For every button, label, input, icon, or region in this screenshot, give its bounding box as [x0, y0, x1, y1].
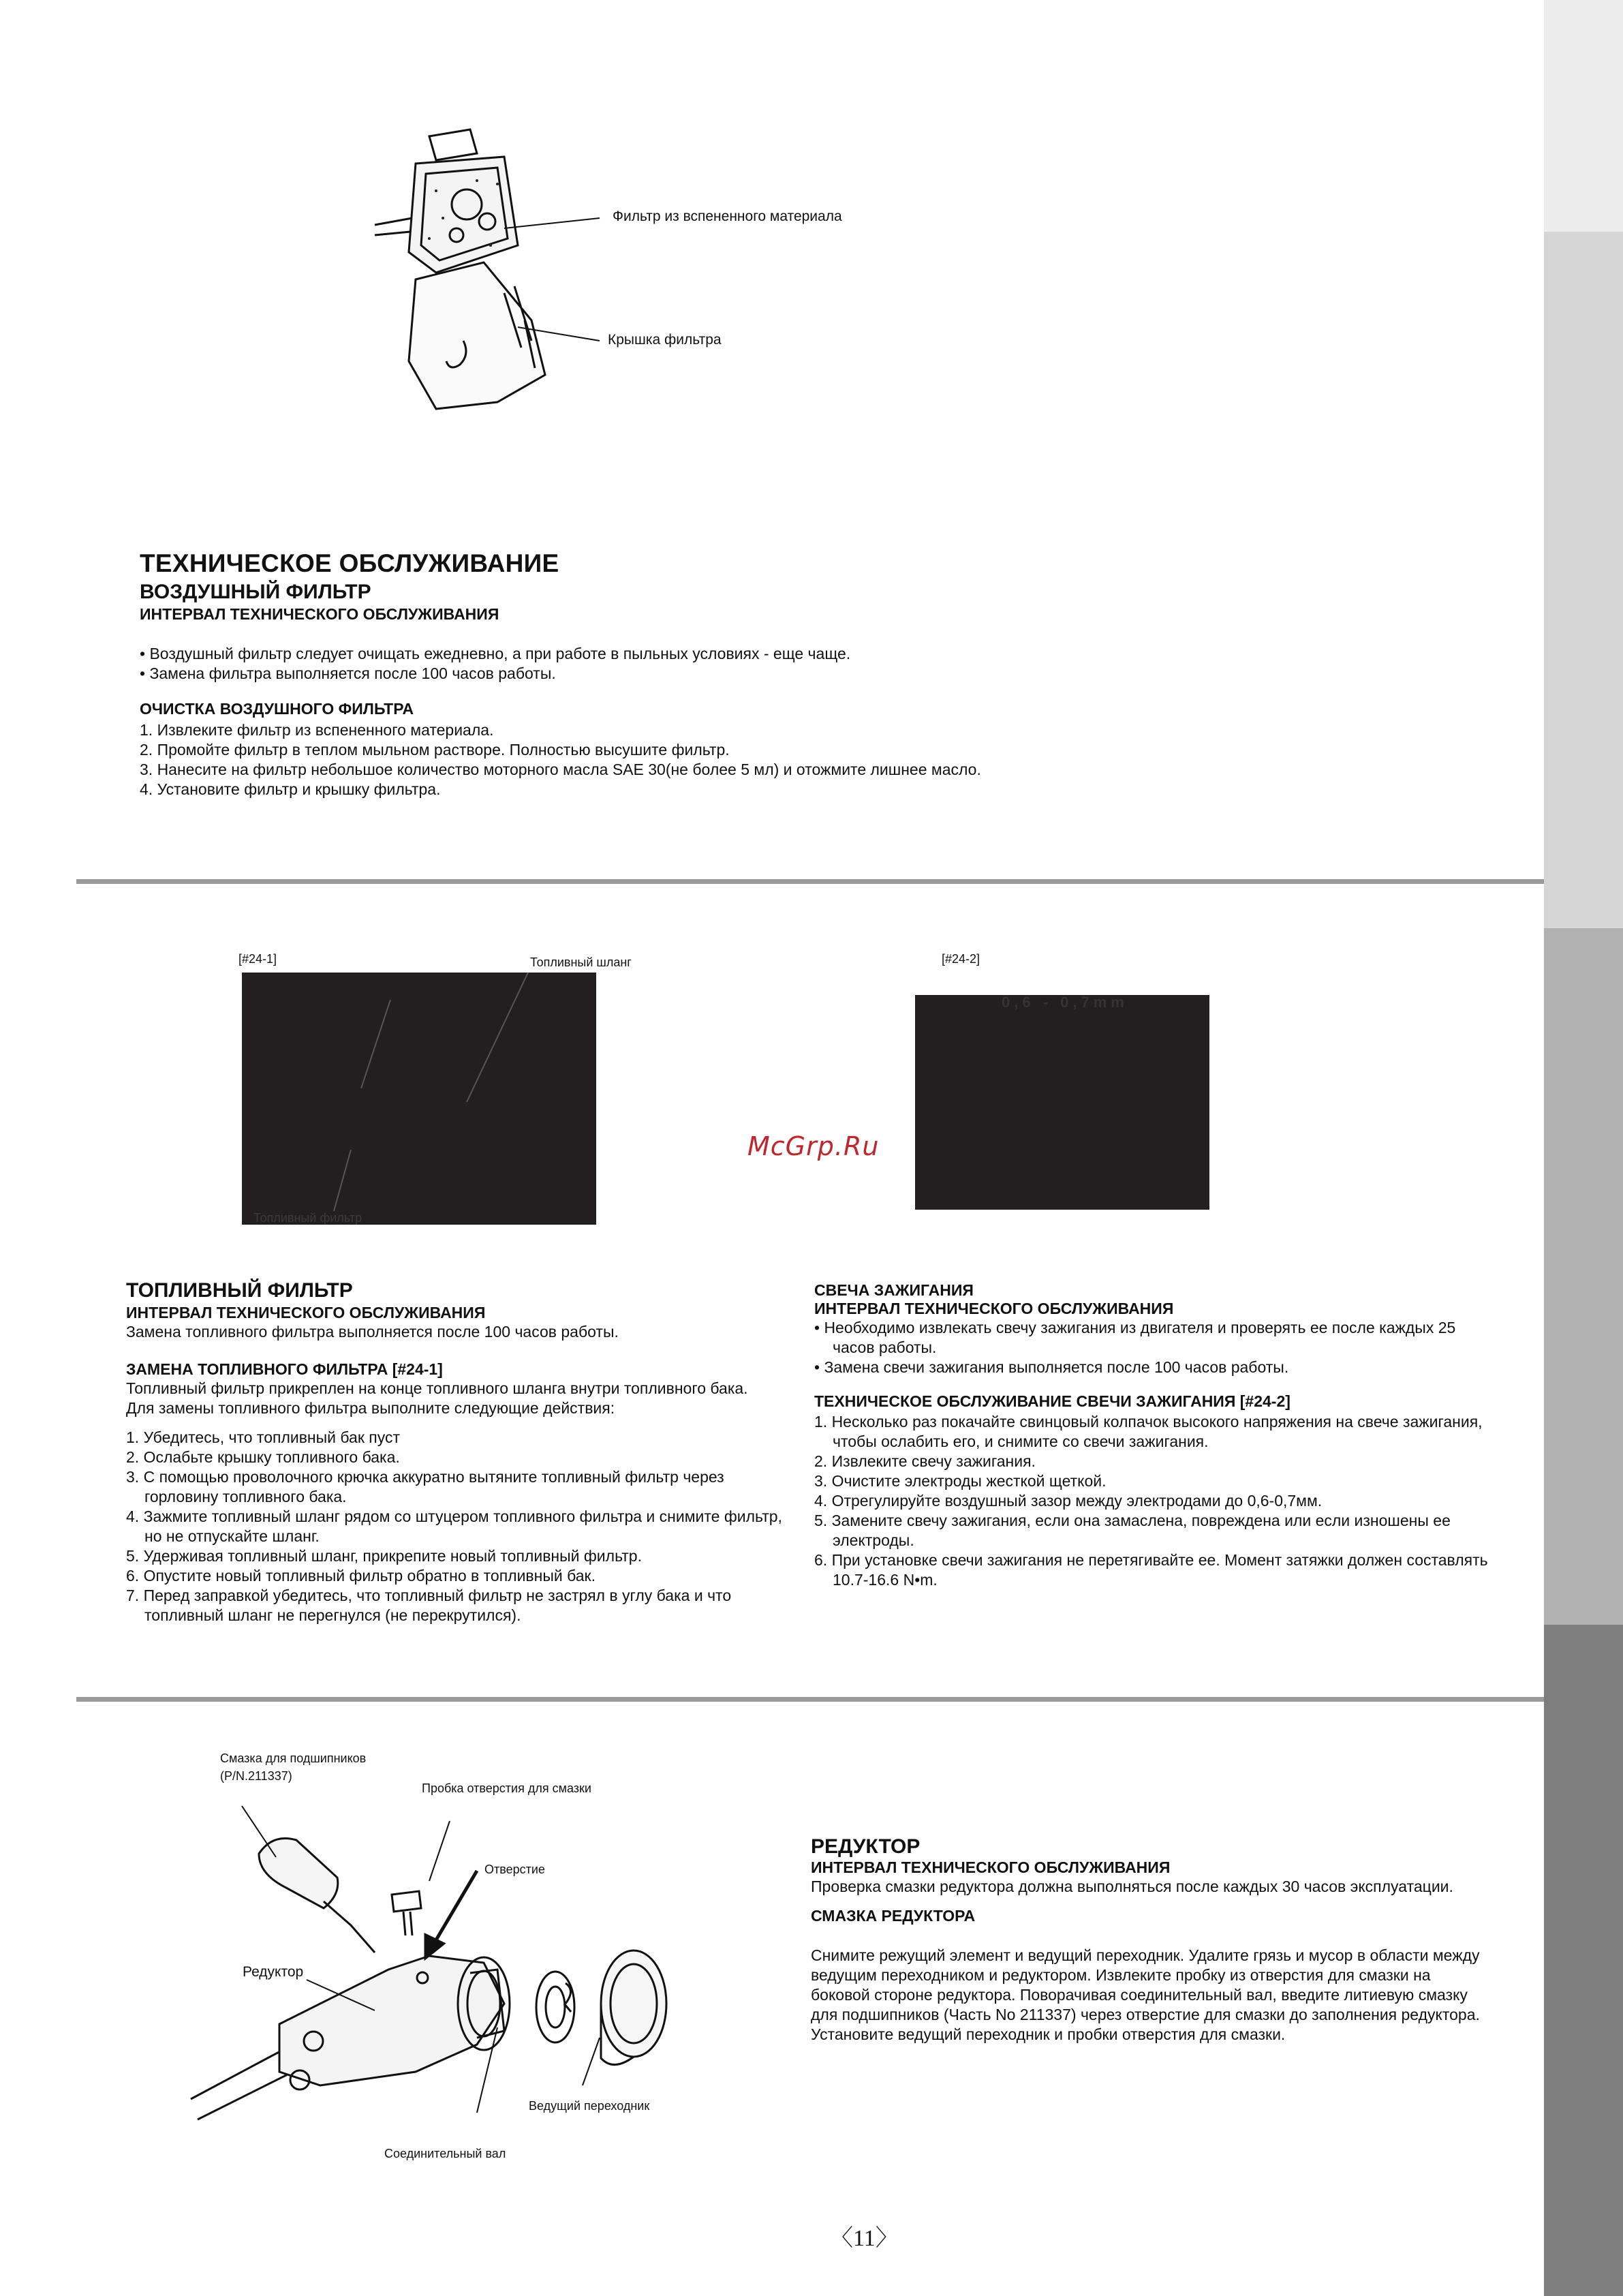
- cleaning-heading: ОЧИСТКА ВОЗДУШНОГО ФИЛЬТРА: [140, 700, 414, 718]
- list-item: • Замена фильтра выполняется после 100 часов работы.: [140, 664, 556, 682]
- list-item: 3. С помощью проволочного крючка аккуратно вытяните топливный фильтр через горловину топливного бака.: [126, 1468, 724, 1505]
- replace-heading: ЗАМЕНА ТОПЛИВНОГО ФИЛЬТРА [#24-1]: [126, 1360, 443, 1378]
- label-drive-adapter: Ведущий переходник: [529, 2099, 650, 2113]
- list-item: 3. Нанесите на фильтр небольшое количество моторного масла SAE 30(не более 5 мл) и отожмите лишнее масло.: [140, 761, 981, 778]
- interval-text: Проверка смазки редуктора должна выполняться после каждых 30 часов эксплуатации.: [811, 1878, 1453, 1895]
- label-fuel-hose: Топливный шланг: [530, 955, 632, 969]
- list-item: 1. Извлеките фильтр из вспененного материала.: [140, 721, 494, 739]
- gearbox-title: РЕДУКТОР: [811, 1835, 921, 1858]
- interval-heading: ИНТЕРВАЛ ТЕХНИЧЕСКОГО ОБСЛУЖИВАНИЯ: [140, 605, 499, 623]
- side-tab-4: [1544, 1625, 1623, 2296]
- label-grease-line-2: (P/N.211337): [220, 1769, 292, 1783]
- label-grease: [220, 1749, 366, 1785]
- list-item: 5. Удерживая топливный шланг, прикрепите новый топливный фильтр.: [126, 1547, 642, 1565]
- spark-plug-title: СВЕЧА ЗАЖИГАНИЯ: [814, 1281, 974, 1299]
- label-gearbox: Редуктор: [243, 1964, 304, 1980]
- list-item: 5. Замените свечу зажигания, если она замаслена, повреждена или если изношены ее электроды.: [814, 1512, 1451, 1549]
- fuel-filter-title: ТОПЛИВНЫЙ ФИЛЬТР: [126, 1279, 353, 1302]
- service-heading: ТЕХНИЧЕСКОЕ ОБСЛУЖИВАНИЕ СВЕЧИ ЗАЖИГАНИЯ [#24-2]: [814, 1392, 1290, 1410]
- label-fuel-filter: Топливный фильтр: [253, 1211, 362, 1225]
- list-item: 7. Перед заправкой убедитесь, что топливный фильтр не застрял в углу бака и что топливный шланг не перегнулся (не перекрутился).: [126, 1587, 732, 1624]
- label-foam-filter: Фильтр из вспененного материала: [613, 209, 842, 224]
- lube-text: Снимите режущий элемент и ведущий переходник. Удалите грязь и мусор в области между ведущим переходником и редуктором. Извлеките пробку из отверстия для смазки на боковой стороне редуктора. Поворачивая соединительный вал, введите литиевую смазку для подшипников (Часть No 211337) через отверстие для смазки до заполнения редуктора. Установите ведущий переходник и пробки отверстия для смазки.: [811, 1946, 1480, 2043]
- air-filter-section: [140, 549, 1298, 799]
- label-grease-line-1: Смазка для подшипников: [220, 1751, 367, 1765]
- interval-heading: ИНТЕРВАЛ ТЕХНИЧЕСКОГО ОБСЛУЖИВАНИЯ: [814, 1300, 1174, 1317]
- label-filter-cover: Крышка фильтра: [608, 332, 722, 348]
- list-item: 1. Убедитесь, что топливный бак пуст: [126, 1428, 401, 1446]
- list-item: 1. Несколько раз покачайте свинцовый колпачок высокого напряжения на свече зажигания, чтобы ослабить его, и снимите со свечи зажигания.: [814, 1413, 1483, 1450]
- gearbox-section: [811, 1835, 1492, 2045]
- list-item: 4. Установите фильтр и крышку фильтра.: [140, 780, 441, 798]
- list-item: • Необходимо извлекать свечу зажигания из двигателя и проверять ее после каждых 25 часов работы.: [814, 1319, 1456, 1356]
- interval-heading: ИНТЕРВАЛ ТЕХНИЧЕСКОГО ОБСЛУЖИВАНИЯ: [811, 1858, 1171, 1876]
- list-item: 6. При установке свечи зажигания не перетягивайте ее. Момент затяжки должен составлять 10.7-16.6 N•m.: [814, 1551, 1488, 1589]
- section-subtitle: ВОЗДУШНЫЙ ФИЛЬТР: [140, 581, 371, 603]
- list-item: 6. Опустите новый топливный фильтр обратно в топливный бак.: [126, 1567, 596, 1585]
- spark-gap-label: 0,6 - 0,7mm: [1002, 994, 1128, 1011]
- list-item: 2. Извлеките свечу зажигания.: [814, 1452, 1036, 1470]
- list-item: 2. Промойте фильтр в теплом мыльном растворе. Полностью высушите фильтр.: [140, 741, 730, 759]
- spark-plug-section: [814, 1281, 1496, 1590]
- list-item: 4. Зажмите топливный шланг рядом со штуцером топливного фильтра и снимите фильтр, но не отпускайте шланг.: [126, 1507, 782, 1545]
- air-filter-leader-lines: [504, 211, 606, 348]
- list-item: 2. Ослабьте крышку топливного бака.: [126, 1448, 400, 1466]
- interval-heading: ИНТЕРВАЛ ТЕХНИЧЕСКОГО ОБСЛУЖИВАНИЯ: [126, 1304, 486, 1321]
- list-item: • Замена свечи зажигания выполняется после 100 часов работы.: [814, 1358, 1289, 1376]
- list-item: 4. Отрегулируйте воздушный зазор между электродами до 0,6-0,7мм.: [814, 1492, 1323, 1510]
- lube-heading: СМАЗКА РЕДУКТОРА: [811, 1907, 976, 1925]
- side-tab-1: [1544, 0, 1623, 232]
- fig-24-1-tag: [#24-1]: [238, 952, 277, 966]
- intro-text-1: Топливный фильтр прикреплен на конце топливного шланга внутри топливного бака.: [126, 1379, 748, 1397]
- interval-text: Замена топливного фильтра выполняется после 100 часов работы.: [126, 1323, 619, 1341]
- section-divider: [76, 879, 1544, 884]
- section-divider: [76, 1697, 1544, 1702]
- label-plug: Пробка отверстия для смазки: [422, 1781, 591, 1795]
- list-item: 3. Очистите электроды жесткой щеткой.: [814, 1472, 1107, 1490]
- section-title: ТЕХНИЧЕСКОЕ ОБСЛУЖИВАНИЕ: [140, 549, 559, 577]
- page-number: 〈11〉: [830, 2226, 899, 2251]
- side-tab-3: [1544, 928, 1623, 1625]
- label-hole: Отверстие: [484, 1863, 545, 1876]
- fuel-filter-photo-lines: [242, 973, 596, 1225]
- watermark: McGrp.Ru: [747, 1131, 880, 1161]
- spark-plug-photo: [915, 995, 1209, 1210]
- intro-text-2: Для замены топливного фильтра выполните следующие действия:: [126, 1399, 615, 1417]
- fuel-filter-section: [126, 1279, 794, 1625]
- list-item: • Воздушный фильтр следует очищать ежедневно, а при работе в пыльных условиях - еще чаще.: [140, 645, 851, 662]
- fig-24-2-tag: [#24-2]: [942, 952, 980, 966]
- label-connecting-shaft: Соединительный вал: [384, 2147, 506, 2160]
- side-tab-2: [1544, 232, 1623, 928]
